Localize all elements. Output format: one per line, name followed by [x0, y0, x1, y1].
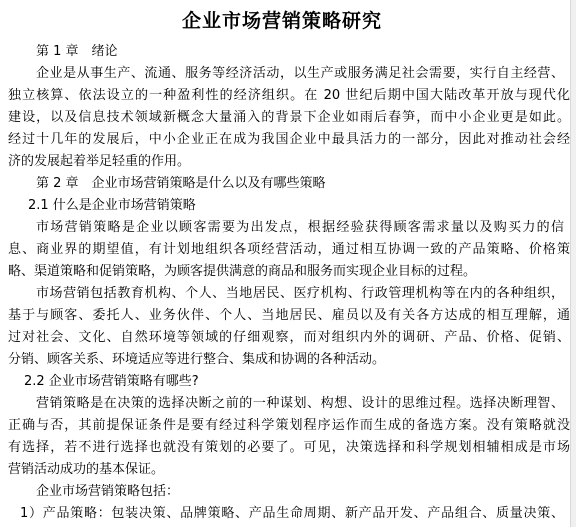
paragraph-line: 正确与否，其前提保证条件是要有经过科学策划程序运作而生成的备选方案。没有策略就没: [8, 418, 570, 433]
section-2-2-heading: 2.2 企业市场营销策略有哪些?: [24, 374, 199, 389]
paragraph-line: 经过十几年的发展后，中小企业正在成为我国企业中最具活力的一部分，因此对推动社会经: [8, 132, 570, 147]
paragraph-line: 济的发展起着举足轻重的作用。: [8, 154, 191, 169]
paragraph-line: 企业是从事生产、流通、服务等经济活动，以生产或服务满足社会需要，实行自主经营、: [36, 66, 564, 81]
paragraph-line: 略、渠道策略和促销策略，为顾客提供满意的商品和服务而实现企业目标的过程。: [8, 264, 477, 279]
paragraph-line: 过对社会、文化、自然环境等领域的仔细观察，而对组织内外的调研、产品、价格、促销、: [8, 330, 570, 345]
paragraph-line: 独立核算、依法设立的一种盈利性的经济组织。在 20 世纪后期中国大陆改革开放与现代化: [8, 88, 570, 103]
document-title: 企业市场营销策略研究: [181, 10, 382, 32]
section-2-1-heading: 2.1 什么是企业市场营销策略: [28, 198, 196, 213]
paragraph-line: 营销活动成功的基本保证。: [8, 462, 165, 477]
paragraph-line: 息、商业界的期望值，有计划地组织各项经营活动，通过相互协调一致的产品策略、价格策: [8, 242, 570, 257]
chapter-1-heading: 第 1 章 绪论: [36, 44, 118, 59]
paragraph-line: 建设，以及信息技术领域新概念大量涌入的背景下企业如雨后春笋，而中小企业更是如此。: [8, 110, 570, 125]
page-edge: [570, 0, 576, 527]
paragraph-line: 分销、顾客关系、环境适应等进行整合、集成和协调的各种活动。: [8, 352, 386, 367]
paragraph-line: 有选择，若不进行选择也就没有策划的必要了。可见，决策选择和科学规划相辅相成是市场: [8, 440, 570, 455]
paragraph-line: 基于与顾客、委托人、业务伙伴、个人、当地居民、雇员以及有关各方达成的相互理解，通: [8, 308, 570, 323]
paragraph-line: 营销策略是在决策的选择决断之前的一种谋划、构想、设计的思维过程。选择决断理智、: [36, 396, 564, 411]
list-item: 1）产品策略：包装决策、品牌策略、产品生命周期、新产品开发、产品组合、质量决策、: [20, 506, 564, 521]
chapter-2-heading: 第 2 章 企业市场营销策略是什么以及有哪些策略: [36, 176, 326, 191]
paragraph-line: 市场营销策略是企业以顾客需要为出发点，根据经验获得顾客需求量以及购买力的信: [36, 220, 564, 235]
paragraph-line: 市场营销包括教育机构、个人、当地居民、医疗机构、行政管理机构等在内的各种组织，: [36, 286, 564, 301]
paragraph-line: 企业市场营销策略包括：: [36, 484, 180, 499]
